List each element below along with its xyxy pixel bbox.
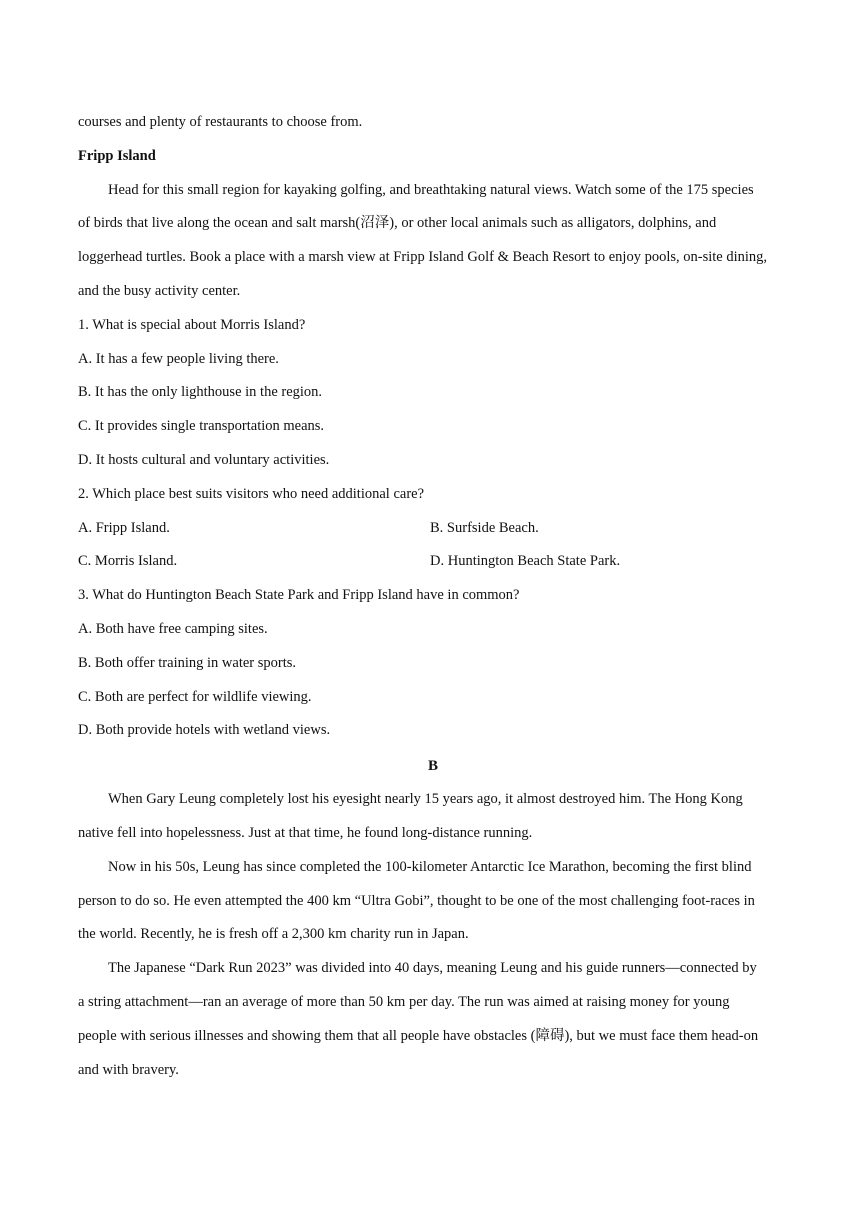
- paragraph-line: the world. Recently, he is fresh off a 2,300 km charity run in Japan.: [78, 926, 469, 943]
- question-stem: 1. What is special about Morris Island?: [78, 316, 306, 333]
- previous-paragraph-tail: courses and plenty of restaurants to choose from.: [78, 114, 363, 130]
- answer-option: C. Both are perfect for wildlife viewing.: [78, 688, 312, 705]
- paragraph-line: native fell into hopelessness. Just at that time, he found long-distance running.: [78, 824, 533, 841]
- answer-option: B. It has the only lighthouse in the region.: [78, 384, 323, 401]
- paragraph-line: people with serious illnesses and showing them that all people have obstacles (障碍), but we must face them head-on: [78, 1027, 759, 1044]
- paragraph-line: Now in his 50s, Leung has since completed the 100-kilometer Antarctic Ice Marathon, becoming the first blind: [108, 858, 752, 875]
- fripp-island-paragraph: [78, 179, 788, 314]
- paragraph-line: loggerhead turtles. Book a place with a marsh view at Fripp Island Golf & Beach Resort to enjoy pools, on-site dining,: [78, 249, 768, 266]
- section-b-heading: B: [427, 758, 438, 775]
- answer-options-row: [78, 517, 788, 551]
- answer-option: C. Morris Island.: [78, 553, 178, 570]
- section-b-paragraph-3: [78, 957, 788, 1092]
- paragraph-line: When Gary Leung completely lost his eyesight nearly 15 years ago, it almost destroyed him. The Hong Kong: [108, 791, 743, 808]
- answer-option: B. Surfside Beach.: [430, 519, 539, 536]
- question-stem: 2. Which place best suits visitors who need additional care?: [78, 485, 425, 502]
- answer-option: D. It hosts cultural and voluntary activities.: [78, 451, 330, 468]
- answer-option: A. Both have free camping sites.: [78, 620, 268, 637]
- answer-option: D. Huntington Beach State Park.: [430, 553, 621, 570]
- question-2: [78, 483, 788, 584]
- document-page: [78, 111, 788, 1092]
- fripp-island-heading: Fripp Island: [78, 147, 156, 164]
- question-1: [78, 314, 788, 483]
- question-stem: 3. What do Huntington Beach State Park and Fripp Island have in common?: [78, 587, 520, 604]
- answer-option: B. Both offer training in water sports.: [78, 654, 297, 671]
- answer-option: C. It provides single transportation means.: [78, 418, 325, 435]
- answer-options-row: [78, 550, 788, 584]
- paragraph-line: of birds that live along the ocean and salt marsh(沼泽), or other local animals such as alligators, dolphins, and: [78, 215, 717, 232]
- paragraph-line: and with bravery.: [78, 1061, 179, 1078]
- paragraph-line: Head for this small region for kayaking golfing, and breathtaking natural views. Watch some of the 175 species: [108, 181, 754, 198]
- paragraph-line: a string attachment—ran an average of more than 50 km per day. The run was aimed at raising money for young: [78, 993, 730, 1010]
- answer-option: D. Both provide hotels with wetland views.: [78, 722, 331, 739]
- paragraph-line: and the busy activity center.: [78, 282, 241, 299]
- paragraph-line: person to do so. He even attempted the 400 km “Ultra Gobi”, thought to be one of the most challenging foot-races in: [78, 892, 755, 909]
- paragraph-line: The Japanese “Dark Run 2023” was divided into 40 days, meaning Leung and his guide runners—connected by: [108, 960, 757, 977]
- answer-option: A. It has a few people living there.: [78, 350, 279, 367]
- question-3: [78, 584, 788, 753]
- answer-option: A. Fripp Island.: [78, 519, 170, 536]
- section-b-paragraph-2: [78, 856, 788, 957]
- section-b-paragraph-1: [78, 788, 788, 856]
